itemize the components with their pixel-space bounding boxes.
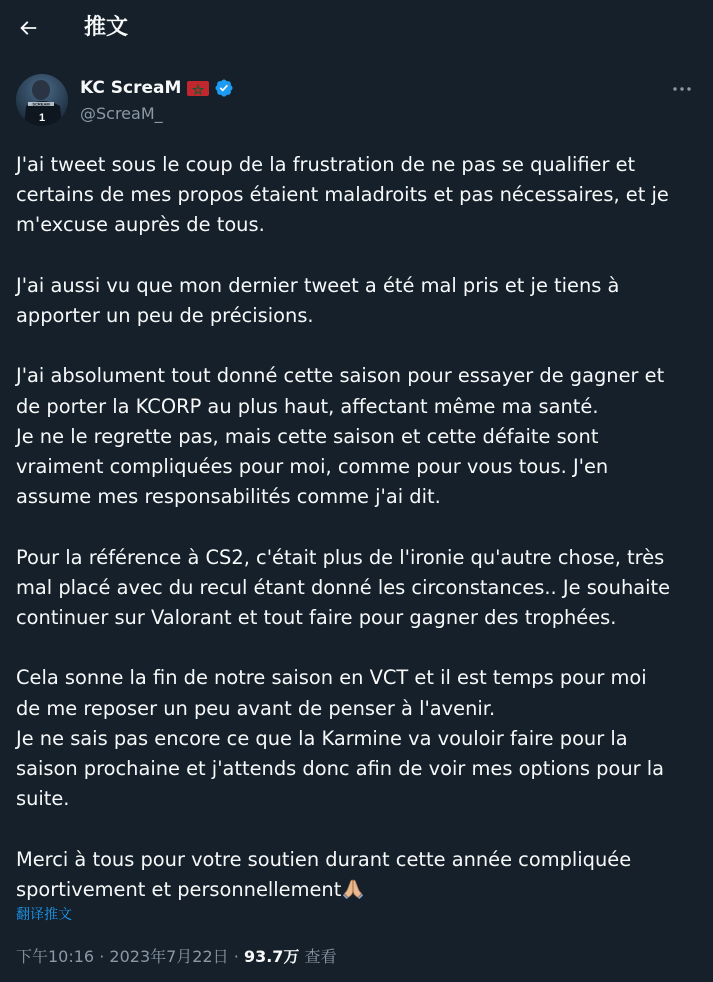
tweet-line: Je ne sais pas encore ce que la Karmine va vouloir faire pour la <box>16 726 628 750</box>
tweet-line: vraiment compliquées pour moi, comme pour vous tous. J'en <box>16 455 609 478</box>
page-title: 推文 <box>84 15 129 40</box>
tweet-line: Je ne le regrette pas, mais cette saison et cette défaite sont <box>16 424 599 448</box>
avatar-jersey-number: 1 <box>38 112 46 124</box>
more-horizontal-icon <box>672 86 692 92</box>
tweet-text <box>16 150 701 905</box>
tweet-paragraph <box>16 150 701 241</box>
tweet-date[interactable]: 2023年7月22日 <box>109 947 229 966</box>
avatar[interactable] <box>16 74 68 126</box>
tweet-line: certains de mes propos étaient maladroits et pas nécessaires, et je <box>16 183 669 207</box>
views-label: 查看 <box>304 947 337 966</box>
back-button[interactable] <box>10 10 46 46</box>
meta-separator: · <box>233 947 239 966</box>
verified-badge-icon <box>214 78 234 98</box>
top-bar <box>0 0 713 58</box>
tweet-line: J'ai absolument tout donné cette saison pour essayer de gagner et <box>16 364 665 388</box>
tweet-line: continuer sur Valorant et tout faire pour gagner des trophées. <box>16 606 617 629</box>
tweet-line: saison prochaine et j'attends donc afin de voir mes options pour la <box>16 757 665 780</box>
tweet-line: apporter un peu de précisions. <box>16 304 314 327</box>
tweet-line: de porter la KCORP au plus haut, affectant même ma santé. <box>16 394 599 418</box>
tweet-line: Merci à tous pour votre soutien durant cette année compliquée <box>16 847 632 871</box>
tweet-line: assume mes responsabilités comme j'ai dit. <box>16 485 441 509</box>
avatar-image <box>16 74 68 126</box>
tweet-line: de me reposer un peu avant de penser à l'avenir. <box>16 696 496 720</box>
tweet-line: J'ai aussi vu que mon dernier tweet a été mal pris et je tiens à <box>16 273 620 297</box>
views-count: 93.7万 <box>243 947 300 966</box>
tweet-paragraph <box>16 663 701 814</box>
folded-hands-icon <box>342 877 364 899</box>
tweet-time[interactable]: 下午10:16 <box>16 947 95 966</box>
author-display-name[interactable]: KC ScreaM <box>80 78 182 98</box>
tweet-paragraph <box>16 845 701 905</box>
tweet-line: mal placé avec du recul étant donné les circonstances.. Je souhaite <box>16 575 671 599</box>
tweet-line: Cela sonne la fin de notre saison en VCT et il est temps pour moi <box>16 666 647 690</box>
translate-tweet-link[interactable]: 翻译推文 <box>16 907 72 923</box>
tweet-line: suite. <box>16 787 70 811</box>
tweet-paragraph <box>16 271 701 331</box>
tweet-line: J'ai tweet sous le coup de la frustration de ne pas se qualifier et <box>16 153 636 176</box>
tweet-paragraph <box>16 361 701 512</box>
arrow-left-icon <box>17 17 39 39</box>
tweet-line: m'excuse auprès de tous. <box>16 213 265 237</box>
meta-separator: · <box>99 947 105 966</box>
tweet-paragraph <box>16 543 701 634</box>
morocco-flag-icon <box>187 81 209 96</box>
author-handle[interactable]: @ScreaM_ <box>80 104 163 123</box>
tweet-meta <box>16 946 337 968</box>
tweet-author <box>16 72 697 132</box>
avatar-jersey-name: SCREAM <box>32 101 50 107</box>
author-name-row <box>80 76 234 100</box>
tweet-line: sportivement et personnellement <box>16 877 342 901</box>
more-options-button[interactable] <box>667 78 697 100</box>
tweet-line: Pour la référence à CS2, c'était plus de l'ironie qu'autre chose, très <box>16 545 665 569</box>
